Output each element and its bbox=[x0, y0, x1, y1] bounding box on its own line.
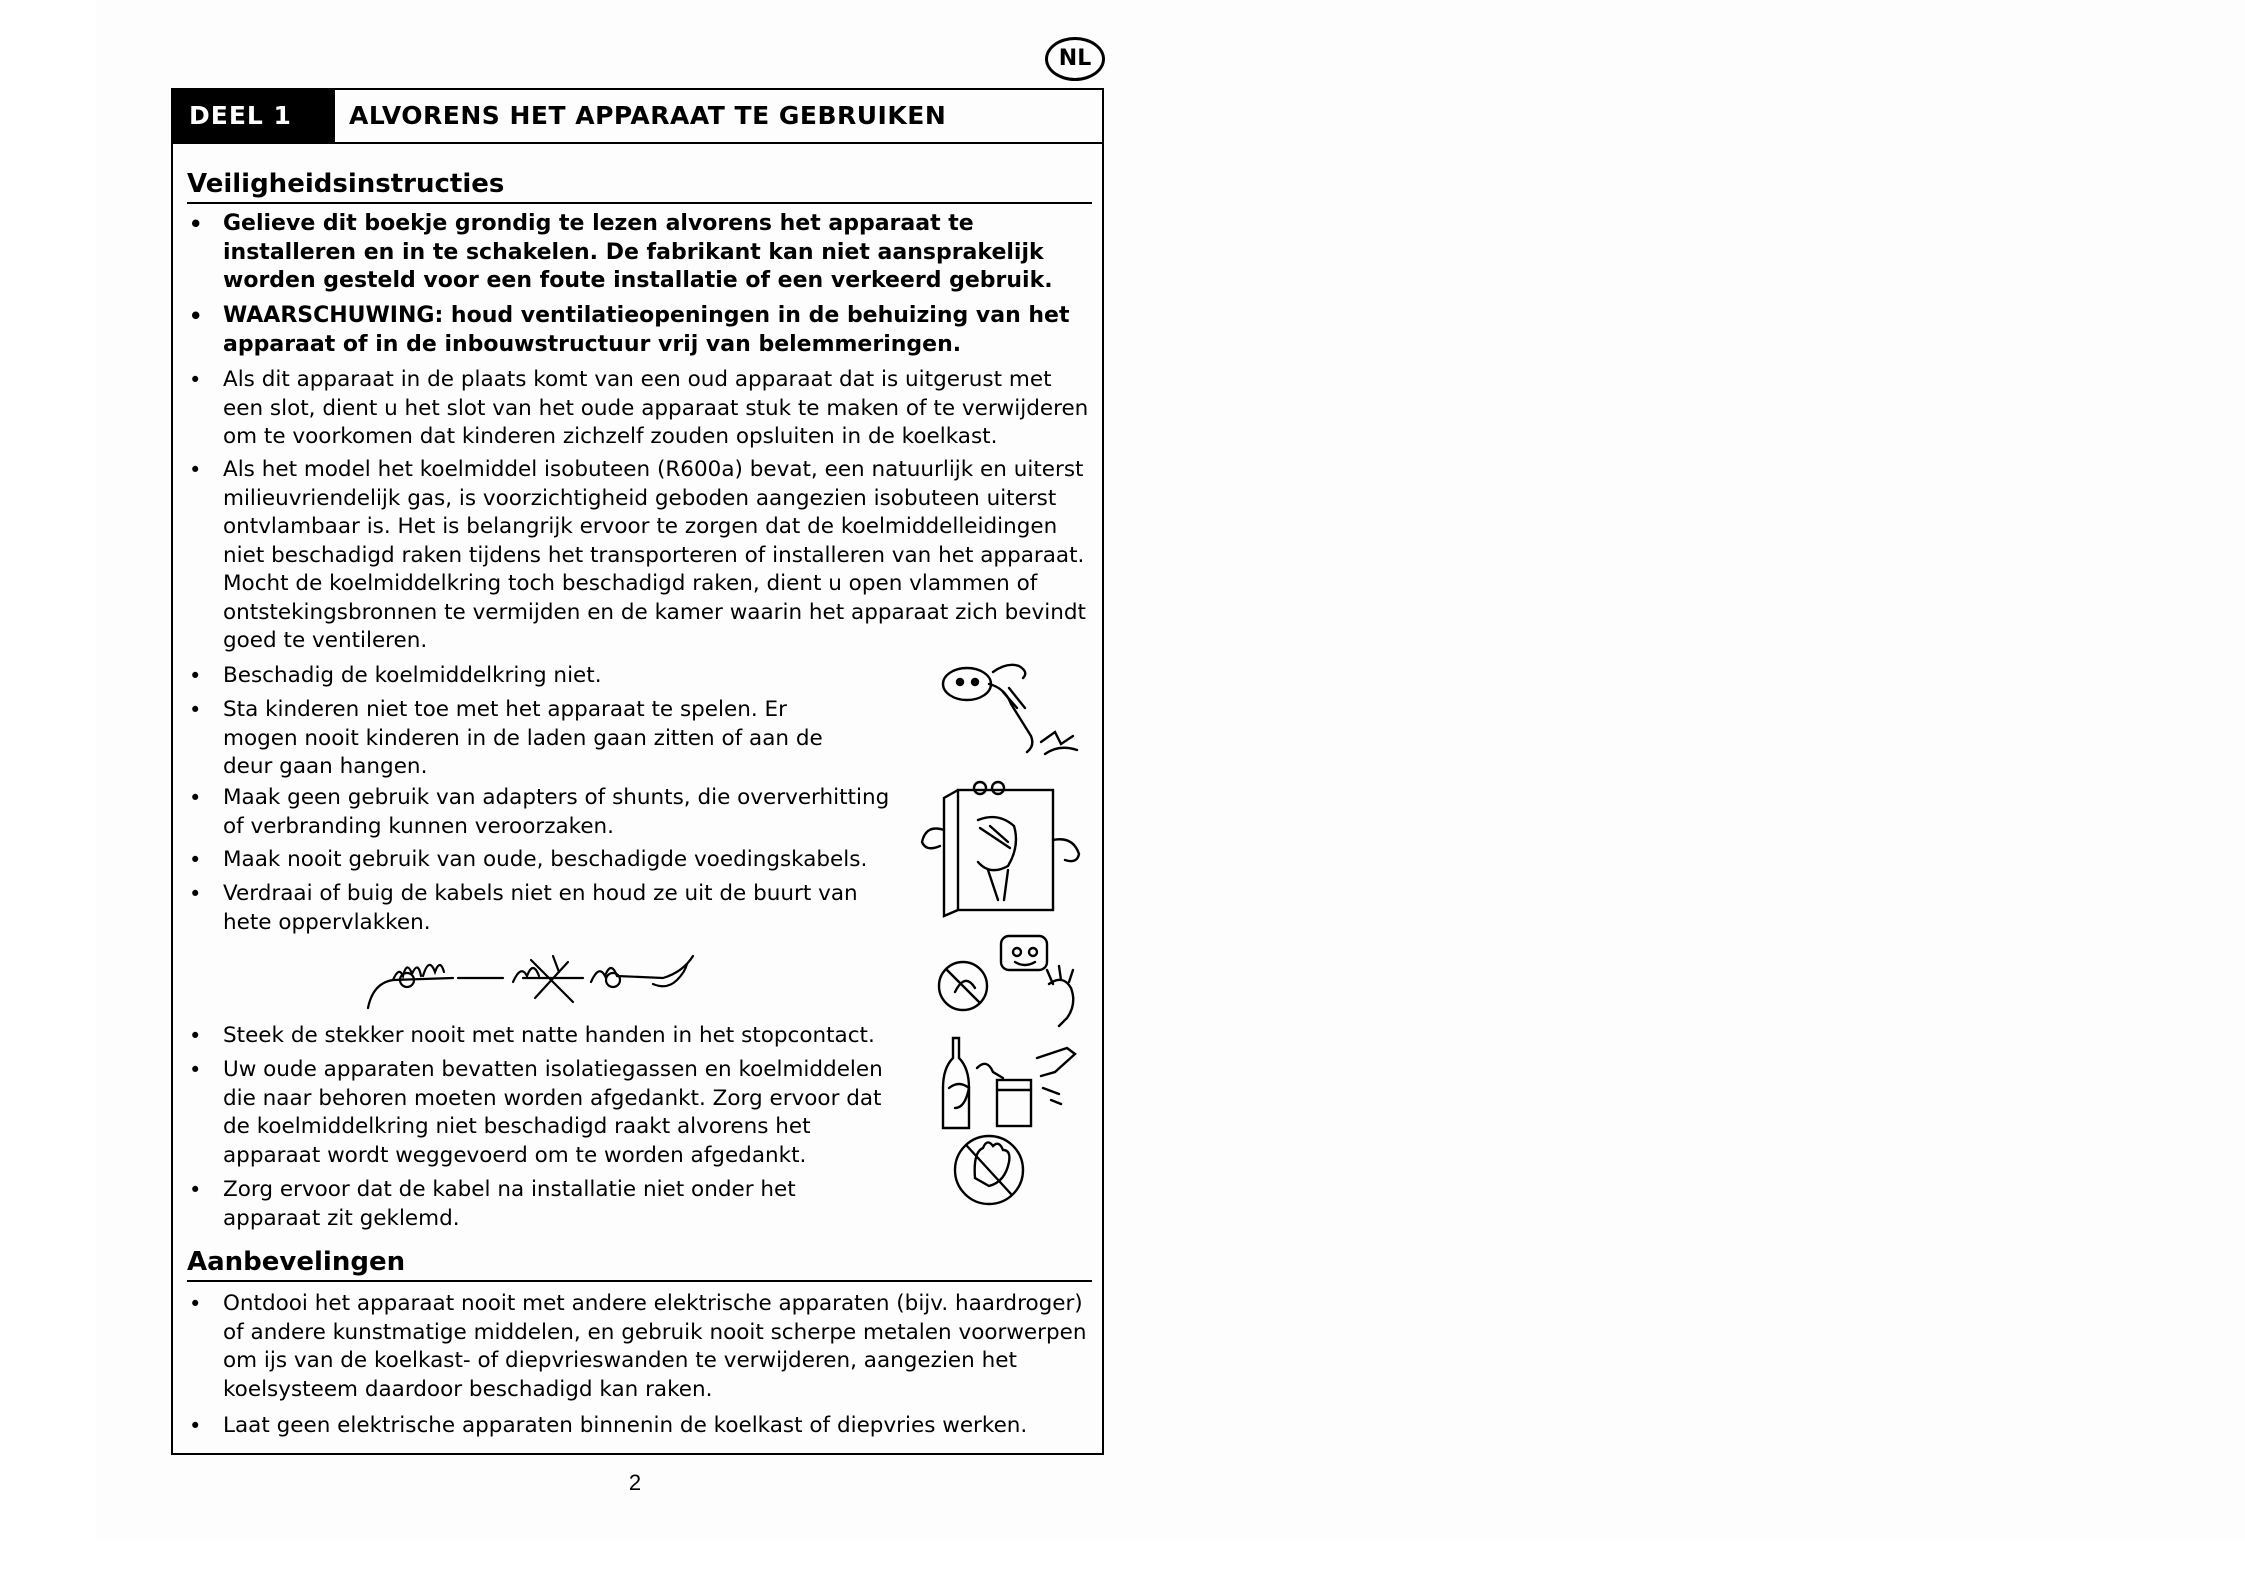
recommendation-item: • Laat geen elektrische apparaten binnenin de koelkast of diepvries werken. bbox=[187, 1412, 1093, 1441]
safety-item: • Als het model het koelmiddel isobuteen (R600a) bevat, een natuurlijk en uiterst milieuvriendelijk gas, is voorzichtigheid geboden aangezien isobuteen uiterst ontvlambaar is. Het is belangrijk ervoor te zorgen dat de koelmiddelleidingen niet beschadigd raken tijdens het transporteren of installeren van het apparaat. Mocht de koelmiddelkring toch beschadigd raken, dient u open vlammen of ontstekingsbronnen te vermijden en de kamer waarin het apparaat zich bevindt goed te ventileren. bbox=[187, 456, 1093, 656]
section-header bbox=[173, 90, 1102, 144]
language-badge: NL bbox=[1045, 37, 1105, 81]
bent-cable-illustration bbox=[363, 948, 713, 1018]
wet-hands-plug-illustration bbox=[933, 928, 1093, 1028]
recommendations-heading: Aanbevelingen bbox=[187, 1246, 1092, 1282]
safety-item: • Verdraai of buig de kabels niet en houd ze uit de buurt van hete oppervlakken. bbox=[187, 880, 887, 937]
safety-item: • Gelieve dit boekje grondig te lezen alvorens het apparaat te installeren en in te schakelen. De fabrikant kan niet aansprakelijk worden gesteld voor een foute installatie of een verkeerd gebruik. bbox=[187, 210, 1087, 296]
safety-item: • Maak geen gebruik van adapters of shunts, die oververhitting of verbranding kunnen veroorzaken. bbox=[187, 784, 897, 841]
child-fridge-illustration bbox=[918, 780, 1093, 920]
safety-item: • Als dit apparaat in de plaats komt van een oud apparaat dat is uitgerust met een slot, dient u het slot van het oude apparaat stuk te maken of te verwijderen om te voorkomen dat kinderen zichzelf zouden opsluiten in de koelkast. bbox=[187, 366, 1093, 452]
safety-item: • Steek de stekker nooit met natte handen in het stopcontact. bbox=[187, 1022, 877, 1051]
safety-item: • Zorg ervoor dat de kabel na installatie niet onder het apparaat zit geklemd. bbox=[187, 1176, 887, 1233]
page-number: 2 bbox=[628, 1470, 642, 1495]
safety-item: • Uw oude apparaten bevatten isolatiegassen en koelmiddelen die naar behoren moeten worden afgedankt. Zorg ervoor dat de koelmiddelkring niet beschadigd raakt alvorens het apparaat wordt weggevoerd om te worden afgedankt. bbox=[187, 1056, 887, 1170]
disposal-illustration bbox=[933, 1028, 1093, 1208]
recommendation-item: • Ontdooi het apparaat nooit met andere elektrische apparaten (bijv. haardroger) of andere kunstmatige middelen, en gebruik nooit scherpe metalen voorwerpen om ijs van de koelkast- of diepvrieswanden te verwijderen, aangezien het koelsysteem daardoor beschadigd kan raken. bbox=[187, 1290, 1093, 1404]
refrigerant-pipe-illustration bbox=[933, 662, 1083, 762]
part-title: ALVORENS HET APPARAAT TE GEBRUIKEN bbox=[349, 101, 947, 130]
safety-item: • Maak nooit gebruik van oude, beschadigde voedingskabels. bbox=[187, 846, 887, 875]
part-label: DEEL 1 bbox=[173, 90, 335, 142]
safety-item: • Sta kinderen niet toe met het apparaat te spelen. Er mogen nooit kinderen in de laden gaan zitten of aan de deur gaan hangen. bbox=[187, 696, 867, 782]
safety-item: • Beschadig de koelmiddelkring niet. bbox=[187, 662, 887, 691]
content-frame bbox=[171, 88, 1104, 1455]
safety-heading: Veiligheidsinstructies bbox=[187, 168, 1092, 204]
safety-item: • WAARSCHUWING: houd ventilatieopeningen in de behuizing van het apparaat of in de inbouwstructuur vrij van belemmeringen. bbox=[187, 302, 1087, 359]
